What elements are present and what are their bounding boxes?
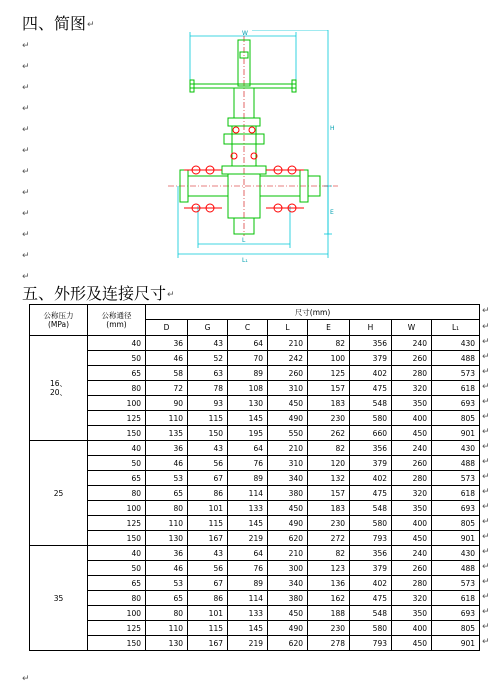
dimension-cell: 573 bbox=[432, 471, 480, 486]
dimension-cell: 805 bbox=[432, 411, 480, 426]
row-end-mark: ↵ bbox=[482, 577, 490, 587]
dimension-cell: 43 bbox=[188, 441, 228, 456]
dimension-cell: 240 bbox=[392, 546, 432, 561]
dimension-cell: 230 bbox=[308, 411, 350, 426]
table-row bbox=[30, 396, 480, 411]
header-size: 尺寸(mm) bbox=[146, 305, 480, 320]
dimension-cell: 115 bbox=[188, 516, 228, 531]
dimension-cell: 120 bbox=[308, 456, 350, 471]
dimension-cell: 488 bbox=[432, 351, 480, 366]
dimension-cell: 573 bbox=[432, 576, 480, 591]
trailing-paragraph-mark: ↵ bbox=[22, 674, 30, 684]
table-row bbox=[30, 546, 480, 561]
dimension-cell: 450 bbox=[268, 606, 308, 621]
dimension-cell: 76 bbox=[228, 561, 268, 576]
row-end-mark: ↵ bbox=[482, 457, 490, 467]
dimension-cell: 183 bbox=[308, 396, 350, 411]
dimension-cell: 93 bbox=[188, 396, 228, 411]
dimension-cell: 450 bbox=[392, 426, 432, 441]
nominal-diameter-cell: 150 bbox=[88, 531, 146, 546]
dimension-cell: 101 bbox=[188, 501, 228, 516]
dimension-cell: 157 bbox=[308, 486, 350, 501]
dimension-cell: 490 bbox=[268, 411, 308, 426]
row-end-mark: ↵ bbox=[482, 592, 490, 602]
dimension-cell: 123 bbox=[308, 561, 350, 576]
dimension-cell: 130 bbox=[228, 396, 268, 411]
pressure-value: 16、 bbox=[49, 379, 68, 388]
section-5-title: 五、外形及连接尺寸 bbox=[22, 284, 167, 303]
dimension-cell: 548 bbox=[350, 501, 392, 516]
nominal-diameter-cell: 100 bbox=[88, 396, 146, 411]
column-header: D bbox=[146, 320, 188, 336]
dimension-cell: 157 bbox=[308, 381, 350, 396]
dimension-cell: 793 bbox=[350, 531, 392, 546]
blank-paragraph-mark: ↵ bbox=[22, 83, 30, 93]
table-row bbox=[30, 411, 480, 426]
dimension-cell: 63 bbox=[188, 366, 228, 381]
nominal-diameter-cell: 50 bbox=[88, 456, 146, 471]
header-nominal-diameter bbox=[88, 305, 146, 336]
dimension-cell: 64 bbox=[228, 546, 268, 561]
dimension-cell: 67 bbox=[188, 471, 228, 486]
dimension-cell: 115 bbox=[188, 411, 228, 426]
dimension-cell: 548 bbox=[350, 606, 392, 621]
header-pressure-line1: 公称压力 bbox=[43, 311, 74, 320]
dimension-cell: 356 bbox=[350, 441, 392, 456]
dimension-cell: 133 bbox=[228, 501, 268, 516]
pressure-value: 35 bbox=[53, 593, 64, 603]
dimension-cell: 450 bbox=[392, 531, 432, 546]
dimension-cell: 53 bbox=[146, 471, 188, 486]
blank-paragraph-mark: ↵ bbox=[22, 146, 30, 156]
nominal-diameter-cell: 125 bbox=[88, 516, 146, 531]
table-row bbox=[30, 471, 480, 486]
row-end-mark: ↵ bbox=[482, 321, 490, 332]
nominal-diameter-cell: 40 bbox=[88, 546, 146, 561]
dimension-cell: 132 bbox=[308, 471, 350, 486]
dimension-cell: 620 bbox=[268, 636, 308, 651]
row-end-mark: ↵ bbox=[482, 637, 490, 647]
dimension-cell: 475 bbox=[350, 486, 392, 501]
blank-paragraph-mark: ↵ bbox=[22, 125, 30, 135]
dimension-cell: 260 bbox=[268, 366, 308, 381]
dimension-cell: 80 bbox=[146, 606, 188, 621]
dimension-cell: 125 bbox=[308, 366, 350, 381]
dimension-cell: 379 bbox=[350, 351, 392, 366]
table-row bbox=[30, 381, 480, 396]
row-end-mark: ↵ bbox=[482, 502, 490, 512]
dimension-cell: 340 bbox=[268, 471, 308, 486]
dimension-cell: 356 bbox=[350, 336, 392, 351]
section-4-title: 四、简图 bbox=[22, 14, 87, 33]
dimension-cell: 230 bbox=[308, 621, 350, 636]
dimension-cell: 89 bbox=[228, 366, 268, 381]
header-pressure bbox=[30, 305, 88, 336]
dimension-cell: 36 bbox=[146, 336, 188, 351]
dimension-cell: 379 bbox=[350, 561, 392, 576]
dimension-cell: 618 bbox=[432, 381, 480, 396]
nominal-diameter-cell: 150 bbox=[88, 426, 146, 441]
table-row bbox=[30, 576, 480, 591]
dimension-cell: 89 bbox=[228, 471, 268, 486]
dimension-cell: 340 bbox=[268, 576, 308, 591]
dimension-cell: 130 bbox=[146, 531, 188, 546]
dimension-cell: 901 bbox=[432, 531, 480, 546]
dimension-cell: 76 bbox=[228, 456, 268, 471]
dimension-cell: 115 bbox=[188, 621, 228, 636]
table-row bbox=[30, 441, 480, 456]
dimension-cell: 210 bbox=[268, 336, 308, 351]
nominal-diameter-cell: 40 bbox=[88, 441, 146, 456]
row-end-mark: ↵ bbox=[482, 487, 490, 497]
table-row bbox=[30, 351, 480, 366]
column-header: C bbox=[228, 320, 268, 336]
blank-paragraph-mark: ↵ bbox=[22, 272, 30, 282]
row-end-mark: ↵ bbox=[482, 517, 490, 527]
dimension-cell: 110 bbox=[146, 621, 188, 636]
table-row bbox=[30, 636, 480, 651]
column-header: G bbox=[188, 320, 228, 336]
nominal-diameter-cell: 125 bbox=[88, 411, 146, 426]
row-end-mark: ↵ bbox=[482, 607, 490, 617]
blank-paragraph-mark: ↵ bbox=[22, 230, 30, 240]
dimension-cell: 430 bbox=[432, 336, 480, 351]
dimension-cell: 400 bbox=[392, 516, 432, 531]
blank-paragraph-mark: ↵ bbox=[22, 41, 30, 51]
dimension-cell: 660 bbox=[350, 426, 392, 441]
dimension-cell: 380 bbox=[268, 591, 308, 606]
dimension-cell: 350 bbox=[392, 606, 432, 621]
row-end-mark: ↵ bbox=[482, 397, 490, 407]
blank-paragraph-mark: ↵ bbox=[22, 104, 30, 114]
dimension-cell: 82 bbox=[308, 546, 350, 561]
nominal-diameter-cell: 125 bbox=[88, 621, 146, 636]
dimension-cell: 86 bbox=[188, 591, 228, 606]
dimension-cell: 350 bbox=[392, 501, 432, 516]
dimension-cell: 110 bbox=[146, 411, 188, 426]
nominal-diameter-cell: 100 bbox=[88, 501, 146, 516]
dimension-cell: 100 bbox=[308, 351, 350, 366]
blank-paragraph-mark: ↵ bbox=[22, 209, 30, 219]
row-end-mark: ↵ bbox=[482, 412, 490, 422]
dimension-cell: 350 bbox=[392, 396, 432, 411]
dimension-cell: 230 bbox=[308, 516, 350, 531]
dimension-cell: 114 bbox=[228, 486, 268, 501]
header-pressure-line2: (MPa) bbox=[47, 320, 70, 329]
dim-label-w: W bbox=[242, 30, 248, 37]
dimension-cell: 53 bbox=[146, 576, 188, 591]
dimension-cell: 320 bbox=[392, 591, 432, 606]
dimension-cell: 475 bbox=[350, 591, 392, 606]
dimension-cell: 693 bbox=[432, 396, 480, 411]
dimension-cell: 793 bbox=[350, 636, 392, 651]
dimension-cell: 320 bbox=[392, 486, 432, 501]
dimension-cell: 36 bbox=[146, 546, 188, 561]
row-end-mark: ↵ bbox=[482, 547, 490, 557]
dimension-cell: 488 bbox=[432, 456, 480, 471]
column-header: L bbox=[268, 320, 308, 336]
nominal-diameter-cell: 150 bbox=[88, 636, 146, 651]
table-row bbox=[30, 516, 480, 531]
dimension-cell: 260 bbox=[392, 351, 432, 366]
dimension-cell: 64 bbox=[228, 441, 268, 456]
dimension-cell: 901 bbox=[432, 426, 480, 441]
dimension-cell: 573 bbox=[432, 366, 480, 381]
nominal-diameter-cell: 65 bbox=[88, 576, 146, 591]
dimension-cell: 280 bbox=[392, 471, 432, 486]
dimension-cell: 167 bbox=[188, 636, 228, 651]
nominal-diameter-cell: 80 bbox=[88, 591, 146, 606]
dimension-cell: 379 bbox=[350, 456, 392, 471]
dimension-cell: 101 bbox=[188, 606, 228, 621]
row-end-mark: ↵ bbox=[482, 532, 490, 542]
nominal-diameter-cell: 100 bbox=[88, 606, 146, 621]
dimension-cell: 183 bbox=[308, 501, 350, 516]
dimension-cell: 450 bbox=[392, 636, 432, 651]
center-lines bbox=[168, 36, 338, 236]
table-row bbox=[30, 561, 480, 576]
dimension-cell: 490 bbox=[268, 516, 308, 531]
dimension-cell: 450 bbox=[268, 396, 308, 411]
dimension-cell: 89 bbox=[228, 576, 268, 591]
dim-label-l: L bbox=[242, 237, 246, 244]
nominal-diameter-cell: 50 bbox=[88, 351, 146, 366]
dimension-cell: 90 bbox=[146, 396, 188, 411]
dimension-cell: 70 bbox=[228, 351, 268, 366]
dimension-cell: 130 bbox=[146, 636, 188, 651]
table-row bbox=[30, 456, 480, 471]
nominal-diameter-cell: 65 bbox=[88, 471, 146, 486]
nominal-diameter-cell: 50 bbox=[88, 561, 146, 576]
dimension-cell: 52 bbox=[188, 351, 228, 366]
dimension-cell: 402 bbox=[350, 576, 392, 591]
dimension-cell: 550 bbox=[268, 426, 308, 441]
dimension-cell: 36 bbox=[146, 441, 188, 456]
dimension-cell: 805 bbox=[432, 516, 480, 531]
dimension-cell: 618 bbox=[432, 591, 480, 606]
dimension-cell: 162 bbox=[308, 591, 350, 606]
table-row bbox=[30, 591, 480, 606]
dimension-cell: 240 bbox=[392, 336, 432, 351]
row-end-mark: ↵ bbox=[482, 367, 490, 377]
column-header: E bbox=[308, 320, 350, 336]
dimension-cell: 58 bbox=[146, 366, 188, 381]
table-row bbox=[30, 501, 480, 516]
section-5-heading bbox=[22, 284, 175, 305]
table-row bbox=[30, 366, 480, 381]
blank-paragraph-mark: ↵ bbox=[22, 62, 30, 72]
dimension-cell: 167 bbox=[188, 531, 228, 546]
dimension-cell: 145 bbox=[228, 621, 268, 636]
dimension-cell: 242 bbox=[268, 351, 308, 366]
dimension-cell: 260 bbox=[392, 561, 432, 576]
dimension-cell: 133 bbox=[228, 606, 268, 621]
row-end-mark: ↵ bbox=[482, 337, 490, 347]
dimension-cell: 240 bbox=[392, 441, 432, 456]
blank-paragraph-mark: ↵ bbox=[22, 251, 30, 261]
dimension-cell: 310 bbox=[268, 381, 308, 396]
pressure-cell bbox=[30, 441, 88, 546]
dim-label-e: E bbox=[330, 209, 334, 216]
pressure-cell bbox=[30, 336, 88, 441]
dimension-cell: 805 bbox=[432, 621, 480, 636]
dimension-cell: 145 bbox=[228, 411, 268, 426]
dimension-cell: 475 bbox=[350, 381, 392, 396]
dimension-cell: 320 bbox=[392, 381, 432, 396]
dimension-cell: 110 bbox=[146, 516, 188, 531]
dimension-cell: 430 bbox=[432, 546, 480, 561]
row-end-mark: ↵ bbox=[482, 622, 490, 632]
dimension-cell: 136 bbox=[308, 576, 350, 591]
pressure-value: 25 bbox=[53, 488, 64, 498]
table-row bbox=[30, 531, 480, 546]
dim-label-l1: L₁ bbox=[242, 257, 248, 264]
dimension-cell: 80 bbox=[146, 501, 188, 516]
valve-body bbox=[180, 88, 320, 234]
dimension-cell: 400 bbox=[392, 621, 432, 636]
dimension-cell: 580 bbox=[350, 516, 392, 531]
table-row bbox=[30, 426, 480, 441]
dimensions-table bbox=[29, 304, 480, 651]
gate-valve-drawing bbox=[168, 30, 344, 264]
pressure-value: 20、 bbox=[49, 388, 68, 397]
blank-paragraph-mark: ↵ bbox=[22, 167, 30, 177]
dimension-cell: 46 bbox=[146, 561, 188, 576]
row-end-mark: ↵ bbox=[482, 442, 490, 452]
dimension-cell: 188 bbox=[308, 606, 350, 621]
dimension-cell: 310 bbox=[268, 456, 308, 471]
section-4-heading bbox=[22, 14, 95, 35]
row-end-mark: ↵ bbox=[482, 427, 490, 437]
dimension-cell: 548 bbox=[350, 396, 392, 411]
dimension-cell: 450 bbox=[268, 501, 308, 516]
dimension-cell: 402 bbox=[350, 366, 392, 381]
dim-label-h: H bbox=[330, 125, 335, 132]
dimension-cell: 114 bbox=[228, 591, 268, 606]
column-header: H bbox=[350, 320, 392, 336]
header-dn-line1: 公称通径 bbox=[101, 311, 132, 320]
dimension-cell: 56 bbox=[188, 561, 228, 576]
dimension-cell: 46 bbox=[146, 351, 188, 366]
dimension-cell: 262 bbox=[308, 426, 350, 441]
dimension-cell: 278 bbox=[308, 636, 350, 651]
dimension-cell: 400 bbox=[392, 411, 432, 426]
dimension-cell: 901 bbox=[432, 636, 480, 651]
dimension-cell: 195 bbox=[228, 426, 268, 441]
dimension-cell: 43 bbox=[188, 546, 228, 561]
table-row bbox=[30, 621, 480, 636]
dimension-cell: 620 bbox=[268, 531, 308, 546]
dimension-cell: 135 bbox=[146, 426, 188, 441]
dimension-cell: 580 bbox=[350, 411, 392, 426]
dimension-cell: 402 bbox=[350, 471, 392, 486]
dimension-cell: 65 bbox=[146, 486, 188, 501]
dimension-cell: 219 bbox=[228, 531, 268, 546]
dimension-cell: 580 bbox=[350, 621, 392, 636]
nominal-diameter-cell: 65 bbox=[88, 366, 146, 381]
dimension-cell: 380 bbox=[268, 486, 308, 501]
dimension-cell: 280 bbox=[392, 366, 432, 381]
column-header: L₁ bbox=[432, 320, 480, 336]
dimension-cell: 64 bbox=[228, 336, 268, 351]
table-row bbox=[30, 486, 480, 501]
dimension-cell: 72 bbox=[146, 381, 188, 396]
dimension-cell: 272 bbox=[308, 531, 350, 546]
dimension-cell: 46 bbox=[146, 456, 188, 471]
paragraph-mark: ↵ bbox=[167, 290, 175, 300]
dimension-cell: 488 bbox=[432, 561, 480, 576]
dimension-cell: 65 bbox=[146, 591, 188, 606]
nominal-diameter-cell: 80 bbox=[88, 381, 146, 396]
paragraph-mark: ↵ bbox=[87, 20, 95, 30]
dimension-cell: 56 bbox=[188, 456, 228, 471]
nominal-diameter-cell: 80 bbox=[88, 486, 146, 501]
pressure-cell bbox=[30, 546, 88, 651]
dimension-cell: 693 bbox=[432, 501, 480, 516]
dimension-cell: 150 bbox=[188, 426, 228, 441]
dimension-cell: 280 bbox=[392, 576, 432, 591]
dimension-cell: 356 bbox=[350, 546, 392, 561]
dimension-cell: 82 bbox=[308, 441, 350, 456]
dimension-cell: 210 bbox=[268, 546, 308, 561]
table-row bbox=[30, 606, 480, 621]
dimension-cell: 210 bbox=[268, 441, 308, 456]
dimension-cell: 693 bbox=[432, 606, 480, 621]
dimension-cell: 67 bbox=[188, 576, 228, 591]
dimension-cell: 78 bbox=[188, 381, 228, 396]
dimension-cell: 260 bbox=[392, 456, 432, 471]
row-end-mark: ↵ bbox=[482, 562, 490, 572]
row-end-mark: ↵ bbox=[482, 382, 490, 392]
row-end-mark: ↵ bbox=[482, 352, 490, 362]
row-end-mark: ↵ bbox=[482, 306, 490, 316]
header-dn-line2: (mm) bbox=[106, 320, 127, 329]
dimension-cell: 219 bbox=[228, 636, 268, 651]
row-end-mark: ↵ bbox=[482, 472, 490, 482]
blank-paragraph-mark: ↵ bbox=[22, 188, 30, 198]
dimension-cell: 145 bbox=[228, 516, 268, 531]
dimension-cell: 82 bbox=[308, 336, 350, 351]
dimension-cell: 43 bbox=[188, 336, 228, 351]
dimension-cell: 490 bbox=[268, 621, 308, 636]
column-header: W bbox=[392, 320, 432, 336]
dimension-cell: 300 bbox=[268, 561, 308, 576]
dimension-cell: 618 bbox=[432, 486, 480, 501]
table-row bbox=[30, 336, 480, 351]
dimension-cell: 86 bbox=[188, 486, 228, 501]
dimension-cell: 108 bbox=[228, 381, 268, 396]
nominal-diameter-cell: 40 bbox=[88, 336, 146, 351]
handwheel bbox=[190, 40, 296, 92]
dimension-cell: 430 bbox=[432, 441, 480, 456]
